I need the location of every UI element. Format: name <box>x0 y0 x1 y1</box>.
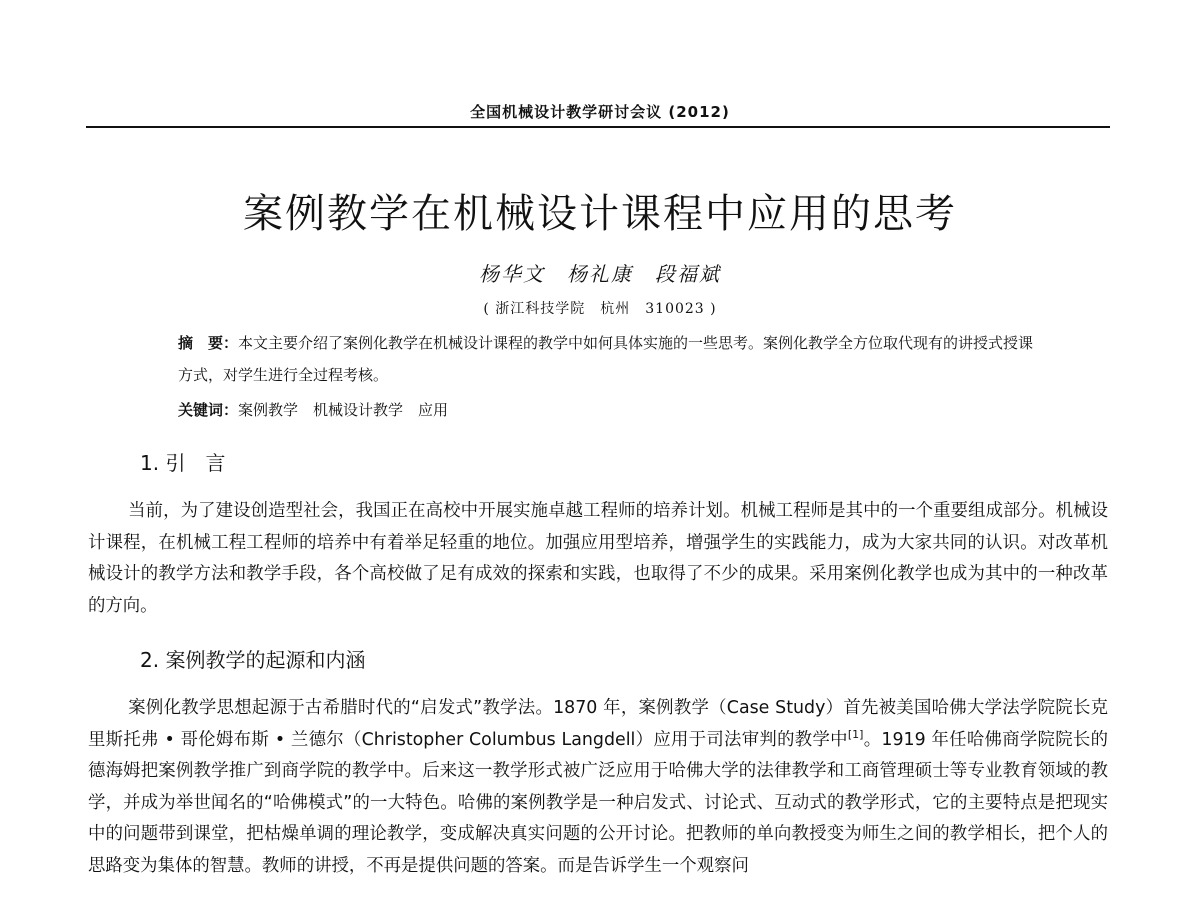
running-header: 全国机械设计教学研讨会议 (2012) <box>470 103 730 121</box>
keywords-label: 关键词： <box>178 401 239 419</box>
citation-reference[interactable]: [1] <box>847 727 864 741</box>
section-paragraph-origin <box>88 693 1108 882</box>
abstract-text: 本文主要介绍了案例化教学在机械设计课程的教学中如何具体实施的一些思考。案例化教学全方位取代现有的讲授式授课方式，对学生进行全过程考核。 <box>178 334 1034 384</box>
affiliation: ( 浙江科技学院 杭州 310023 ) <box>483 301 717 317</box>
section-heading-origin: 2. 案例教学的起源和内涵 <box>140 648 366 672</box>
section-paragraph-introduction <box>88 496 1108 622</box>
section-heading-introduction: 1. 引 言 <box>140 451 226 475</box>
authors: 杨华文 杨礼康 段福斌 <box>479 262 721 286</box>
keywords <box>178 394 1038 426</box>
keywords-text: 案例教学 机械设计教学 应用 <box>238 401 449 419</box>
paper-title: 案例教学在机械设计课程中应用的思考 <box>243 191 957 237</box>
abstract <box>178 327 1038 391</box>
paragraph-text-part1: 案例化教学思想起源于古希腊时代的“启发式”教学法。1870 年，案例教学（Case Study）首先被美国哈佛大学法学院院长克里斯托弗 • 哥伦姆布斯 • 兰德尔（Christopher Columbus Langdell）应用于司法审判的教学中 <box>88 698 1108 750</box>
abstract-label: 摘 要： <box>178 334 239 352</box>
paragraph-text: 当前，为了建设创造型社会，我国正在高校中开展实施卓越工程师的培养计划。机械工程师是其中的一个重要组成部分。机械设计课程，在机械工程工程师的培养中有着举足轻重的地位。加强应用型培养，增强学生的实践能力，成为大家共同的认识。对改革机械设计的教学方法和教学手段，各个高校做了足有成效的探索和实践，也取得了不少的成果。采用案例化教学也成为其中的一种改革的方向。 <box>88 501 1108 616</box>
paragraph-text-part2: 。1919 年任哈佛商学院院长的德海姆把案例教学推广到商学院的教学中。后来这一教学形式被广泛应用于哈佛大学的法律教学和工商管理硕士等专业教育领域的教学，并成为举世闻名的“哈佛模式”的一大特色。哈佛的案例教学是一种启发式、讨论式、互动式的教学形式，它的主要特点是把现实中的问题带到课堂，把枯燥单调的理论教学，变成解决真实问题的公开讨论。把教师的单向教授变为师生之间的教学相长，把个人的思路变为集体的智慧。教师的讲授，不再是提供问题的答案。而是告诉学生一个观察问 <box>88 729 1108 876</box>
header-rule <box>86 126 1110 128</box>
